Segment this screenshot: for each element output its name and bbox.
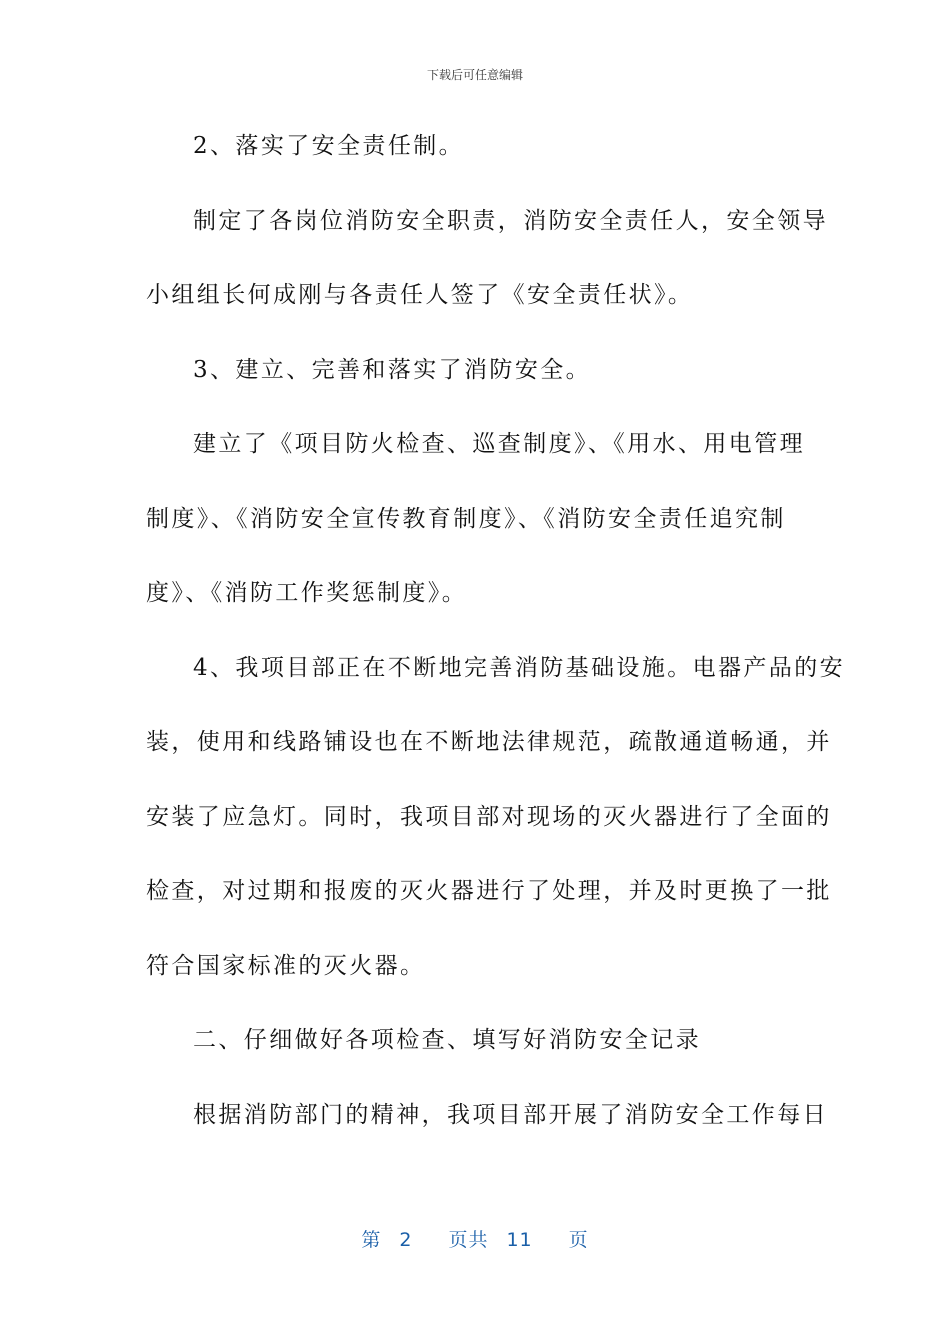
page-total: 11: [506, 1229, 533, 1251]
page-suffix: 页: [568, 1229, 589, 1251]
text-line: 检查，对过期和报废的灭火器进行了处理，并及时更换了一批: [146, 878, 832, 904]
page-prefix: 第: [361, 1229, 382, 1251]
text-line: 2、落实了安全责任制。: [193, 133, 465, 159]
text-line: 4、我项目部正在不断地完善消防基础设施。电器产品的安: [193, 654, 846, 681]
text-line: 安装了应急灯。同时，我项目部对现场的灭火器进行了全面的: [146, 803, 832, 830]
text-line: 小组组长何成刚与各责任人签了《安全责任状》。: [146, 282, 694, 308]
text-line: 根据消防部门的精神，我项目部开展了消防安全工作每日: [193, 1101, 828, 1128]
page-footer: [0, 1225, 950, 1252]
page-number: 2: [399, 1229, 413, 1251]
text-line: 二、仔细做好各项检查、填写好消防安全记录: [193, 1027, 701, 1053]
header-note: 下载后可任意编辑: [426, 68, 523, 82]
text-line: 符合国家标准的灭火器。: [146, 952, 426, 979]
text-line: 3、建立、完善和落实了消防安全。: [193, 356, 592, 383]
text-line: 制定了各岗位消防安全职责，消防安全责任人，安全领导: [193, 207, 828, 234]
text-line: 度》、《消防工作奖惩制度》。: [146, 580, 468, 606]
text-line: 制度》、《消防安全宣传教育制度》、《消防安全责任追究制: [146, 505, 786, 532]
text-line: 建立了《项目防火检查、巡查制度》、《用水、用电管理: [193, 431, 805, 457]
page-middle: 页共: [448, 1229, 489, 1251]
document-body: [146, 124, 846, 1167]
text-line: 装，使用和线路铺设也在不断地法律规范，疏散通道畅通，并: [146, 729, 832, 755]
